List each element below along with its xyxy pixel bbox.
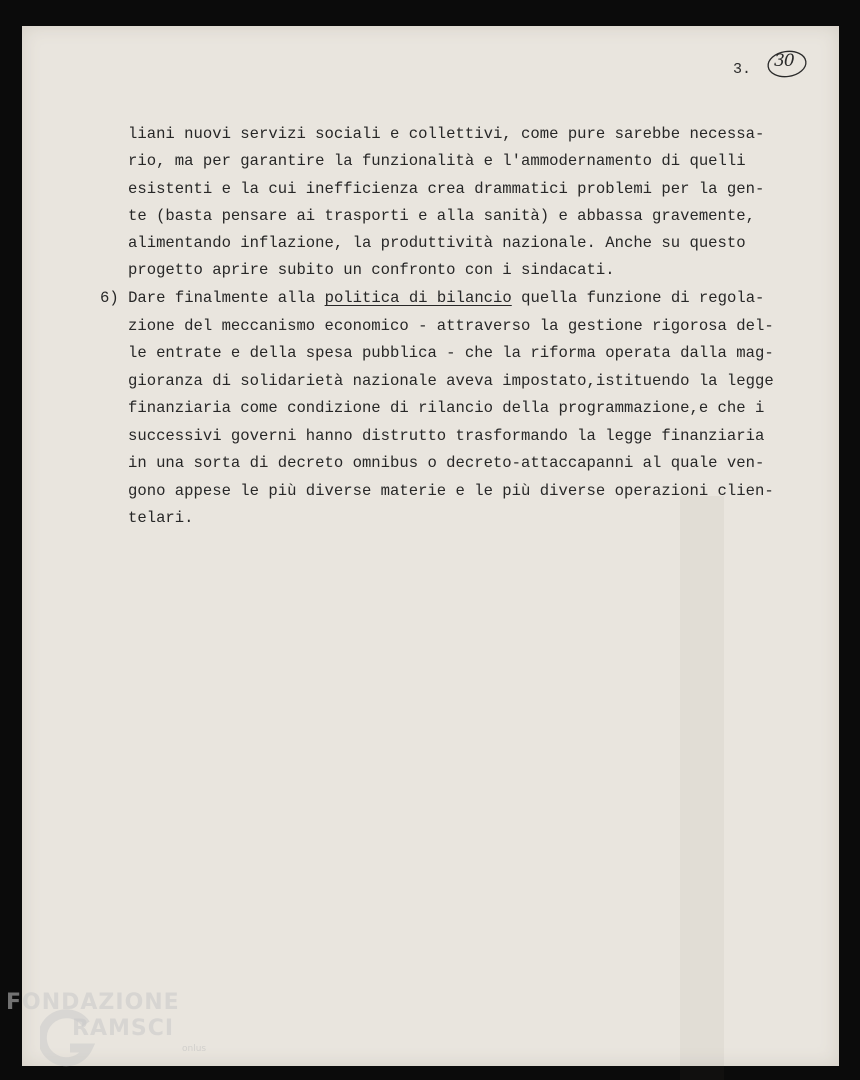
text-line: progetto aprire subito un confronto con i sindacati. [128,261,615,279]
watermark-suffix: onlus [182,1044,207,1054]
underlined-phrase: politica di bilancio [324,289,512,307]
list-item-6-first-line [100,288,764,308]
text-line: telari. [128,509,194,527]
text-line: le entrate e della spesa pubblica - che la riforma operata dalla mag- [128,344,774,362]
text-line: esistenti e la cui inefficienza crea drammatici problemi per la gen- [128,180,765,198]
text-line: in una sorta di decreto omnibus o decreto-attaccapanni al quale ven- [128,454,765,472]
text-segment: quella funzione di regola- [511,289,765,307]
text-line: zione del meccanismo economico - attraverso la gestione rigorosa del- [128,317,774,335]
handwritten-number-text: 30 [774,51,794,71]
text-line: successivi governi hanno distrutto trasformando la legge finanziaria [128,427,765,445]
text-line: finanziaria come condizione di rilancio della programmazione,e che i [128,399,765,417]
faint-archive-stamp [672,496,732,1080]
text-line: alimentando inflazione, la produttività nazionale. Anche su questo [128,234,746,252]
watermark-line1: FONDAZIONE [6,990,180,1015]
typed-body-text [0,0,774,527]
text-line: gioranza di solidarietà nazionale aveva impostato,istituendo la legge [128,372,774,390]
watermark-line2: RAMSCI [72,1016,175,1041]
text-line: rio, ma per garantire la funzionalità e l'ammodernamento di quelli [128,152,746,170]
text-segment: 6) Dare finalmente alla [100,289,325,307]
text-line: gono appese le più diverse materie e le più diverse operazioni clien- [128,482,774,500]
fondazione-gramsci-watermark [6,990,221,1075]
typed-page-number: 3. [733,61,752,78]
handwritten-page-number [766,49,808,79]
text-line: te (basta pensare ai trasporti e alla sanità) e abbassa gravemente, [128,207,755,225]
text-line: liani nuovi servizi sociali e collettivi, come pure sarebbe necessa- [128,125,765,143]
